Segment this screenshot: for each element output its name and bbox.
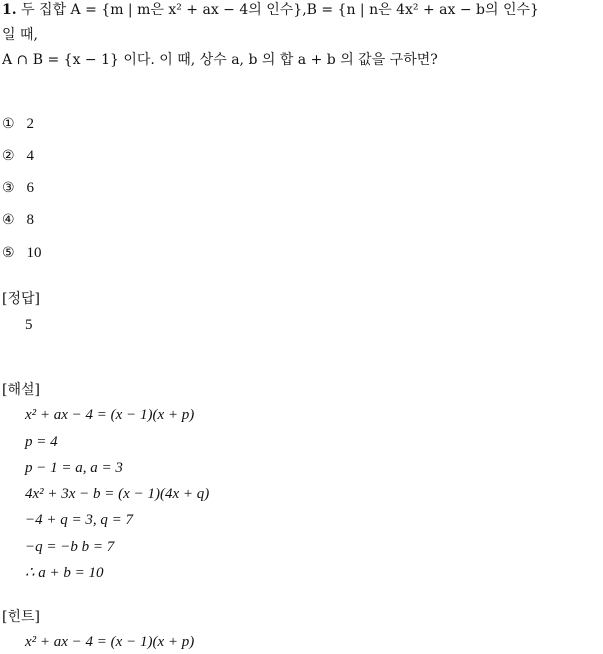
option-5-value: 10 <box>26 245 42 261</box>
question-text-1: 두 집합 A = {m | m은 x² + ax − 4의 인수},B = {n | n은 4x² + ax − b의 인수} <box>21 2 539 18</box>
option-2[interactable] <box>2 146 34 166</box>
solution-step-3: p − 1 = a, a = 3 <box>25 460 123 476</box>
option-4[interactable] <box>2 210 34 230</box>
solution-step-7: ∴ a + b = 10 <box>25 565 104 581</box>
option-2-mark: ② <box>2 148 15 164</box>
solution-step-5: −4 + q = 3, q = 7 <box>25 512 133 528</box>
option-2-value: 4 <box>26 148 34 164</box>
hint-label: [힌트] <box>2 609 40 625</box>
solution-step-1: x² + ax − 4 = (x − 1)(x + p) <box>25 407 195 423</box>
solution-label: [해설] <box>2 382 40 398</box>
question-line-1 <box>2 0 539 20</box>
answer-value: 5 <box>25 317 33 333</box>
option-3-value: 6 <box>26 180 34 196</box>
solution-step-2: p = 4 <box>25 434 58 450</box>
option-3[interactable] <box>2 178 34 198</box>
option-4-mark: ④ <box>2 212 15 228</box>
option-1-value: 2 <box>26 116 34 132</box>
solution-step-4: 4x² + 3x − b = (x − 1)(4x + q) <box>25 486 210 502</box>
question-line-3: A ∩ B = {x − 1} 이다. 이 때, 상수 a, b 의 합 a + b 의 값을 구하면? <box>2 52 438 68</box>
option-1-mark: ① <box>2 116 15 132</box>
answer-label: [정답] <box>2 291 40 307</box>
option-5[interactable] <box>2 243 41 263</box>
option-5-mark: ⑤ <box>2 245 15 261</box>
hint-step-1: x² + ax − 4 = (x − 1)(x + p) <box>25 634 195 650</box>
option-3-mark: ③ <box>2 180 15 196</box>
question-line-2: 일 때, <box>2 27 38 43</box>
option-4-value: 8 <box>26 212 34 228</box>
option-1[interactable] <box>2 114 34 134</box>
solution-step-6: −q = −b b = 7 <box>25 539 115 555</box>
question-number: 1. <box>2 2 17 18</box>
